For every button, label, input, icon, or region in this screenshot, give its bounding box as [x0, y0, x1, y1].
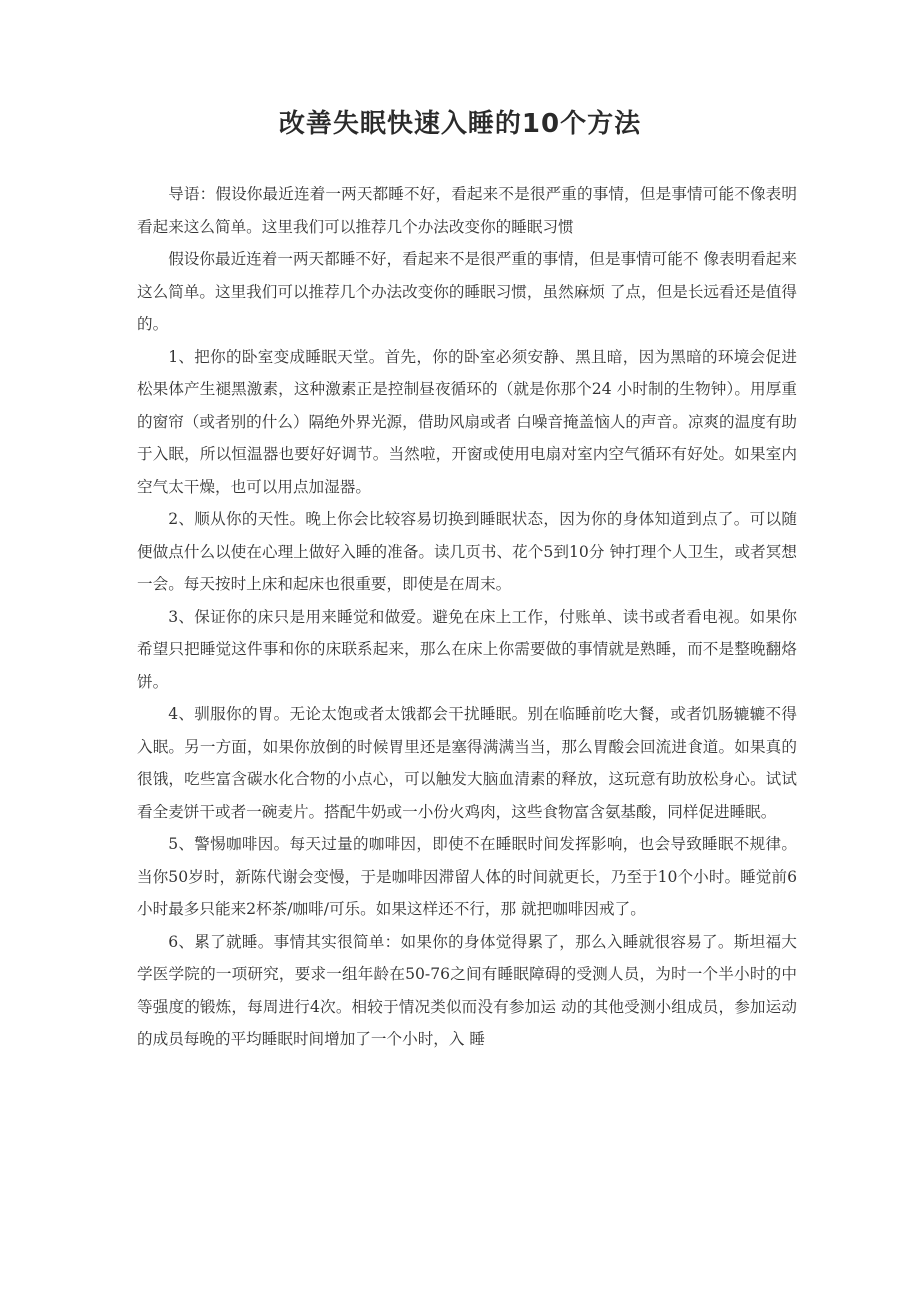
- paragraph-method-4: 4、驯服你的胃。无论太饱或者太饿都会干扰睡眠。别在临睡前吃大餐，或者饥肠辘辘不得入眠。另一方面，如果你放倒的时候胃里还是塞得满满当当，那么胃酸会回流进食道。如果真的很饿，吃些富含碳水化合物的小点心，可以触发大脑血清素的释放，这玩意有助放松身心。试试看全麦饼干或者一碗麦片。搭配牛奶或一小份火鸡肉，这些食物富含氨基酸，同样促进睡眠。: [137, 705, 797, 821]
- document-title: 改善失眠快速入睡的10个方法: [278, 109, 642, 139]
- document-body: [137, 178, 797, 1056]
- paragraph-method-6: 6、累了就睡。事情其实很简单：如果你的身体觉得累了，那么入睡就很容易了。斯坦福大学医学院的一项研究，要求一组年龄在50-76之间有睡眠障碍的受测人员，为时一个半小时的中等强度的锻炼，每周进行4次。相较于情况类似而没有参加运 动的其他受测小组成员，参加运动的成员每晚的平均睡眠时间增加了一个小时，入 睡: [137, 932, 797, 1048]
- paragraph-method-1: 1、把你的卧室变成睡眠天堂。首先，你的卧室必须安静、黑且暗，因为黑暗的环境会促进松果体产生褪黑激素，这种激素正是控制昼夜循环的（就是你那个24 小时制的生物钟）。用厚重的窗帘（或者别的什么）隔绝外界光源，借助风扇或者 白噪音掩盖恼人的声音。凉爽的温度有助于入眠，所以恒温器也要好好调节。当然啦，开窗或使用电扇对室内空气循环有好处。如果室内空气太干燥，也可以用点加湿器。: [137, 347, 797, 496]
- paragraph-method-5: 5、警惕咖啡因。每天过量的咖啡因，即使不在睡眠时间发挥影响，也会导致睡眠不规律。当你50岁时，新陈代谢会变慢，于是咖啡因滞留人体的时间就更长，乃至于10个小时。睡觉前6小时最多只能来2杯茶/咖啡/可乐。如果这样还不行，那 就把咖啡因戒了。: [137, 835, 797, 918]
- paragraph-method-3: 3、保证你的床只是用来睡觉和做爱。避免在床上工作，付账单、读书或者看电视。如果你希望只把睡觉这件事和你的床联系起来，那么在床上你需要做的事情就是熟睡，而不是整晚翻烙饼。: [137, 607, 797, 691]
- paragraph-preface: 假设你最近连着一两天都睡不好，看起来不是很严重的事情，但是事情可能不 像表明看起来这么简单。这里我们可以推荐几个办法改变你的睡眠习惯，虽然麻烦 了点，但是长远看还是值得的。: [137, 250, 797, 333]
- paragraph-intro: 导语：假设你最近连着一两天都睡不好，看起来不是很严重的事情，但是事情可能不像表明看起来这么简单。这里我们可以推荐几个办法改变你的睡眠习惯: [137, 185, 797, 236]
- paragraph-method-2: 2、顺从你的天性。晚上你会比较容易切换到睡眠状态，因为你的身体知道到点了。可以随便做点什么以使在心理上做好入睡的准备。读几页书、花个5到10分 钟打理个人卫生，或者冥想一会。每天按时上床和起床也很重要，即使是在周末。: [137, 510, 797, 593]
